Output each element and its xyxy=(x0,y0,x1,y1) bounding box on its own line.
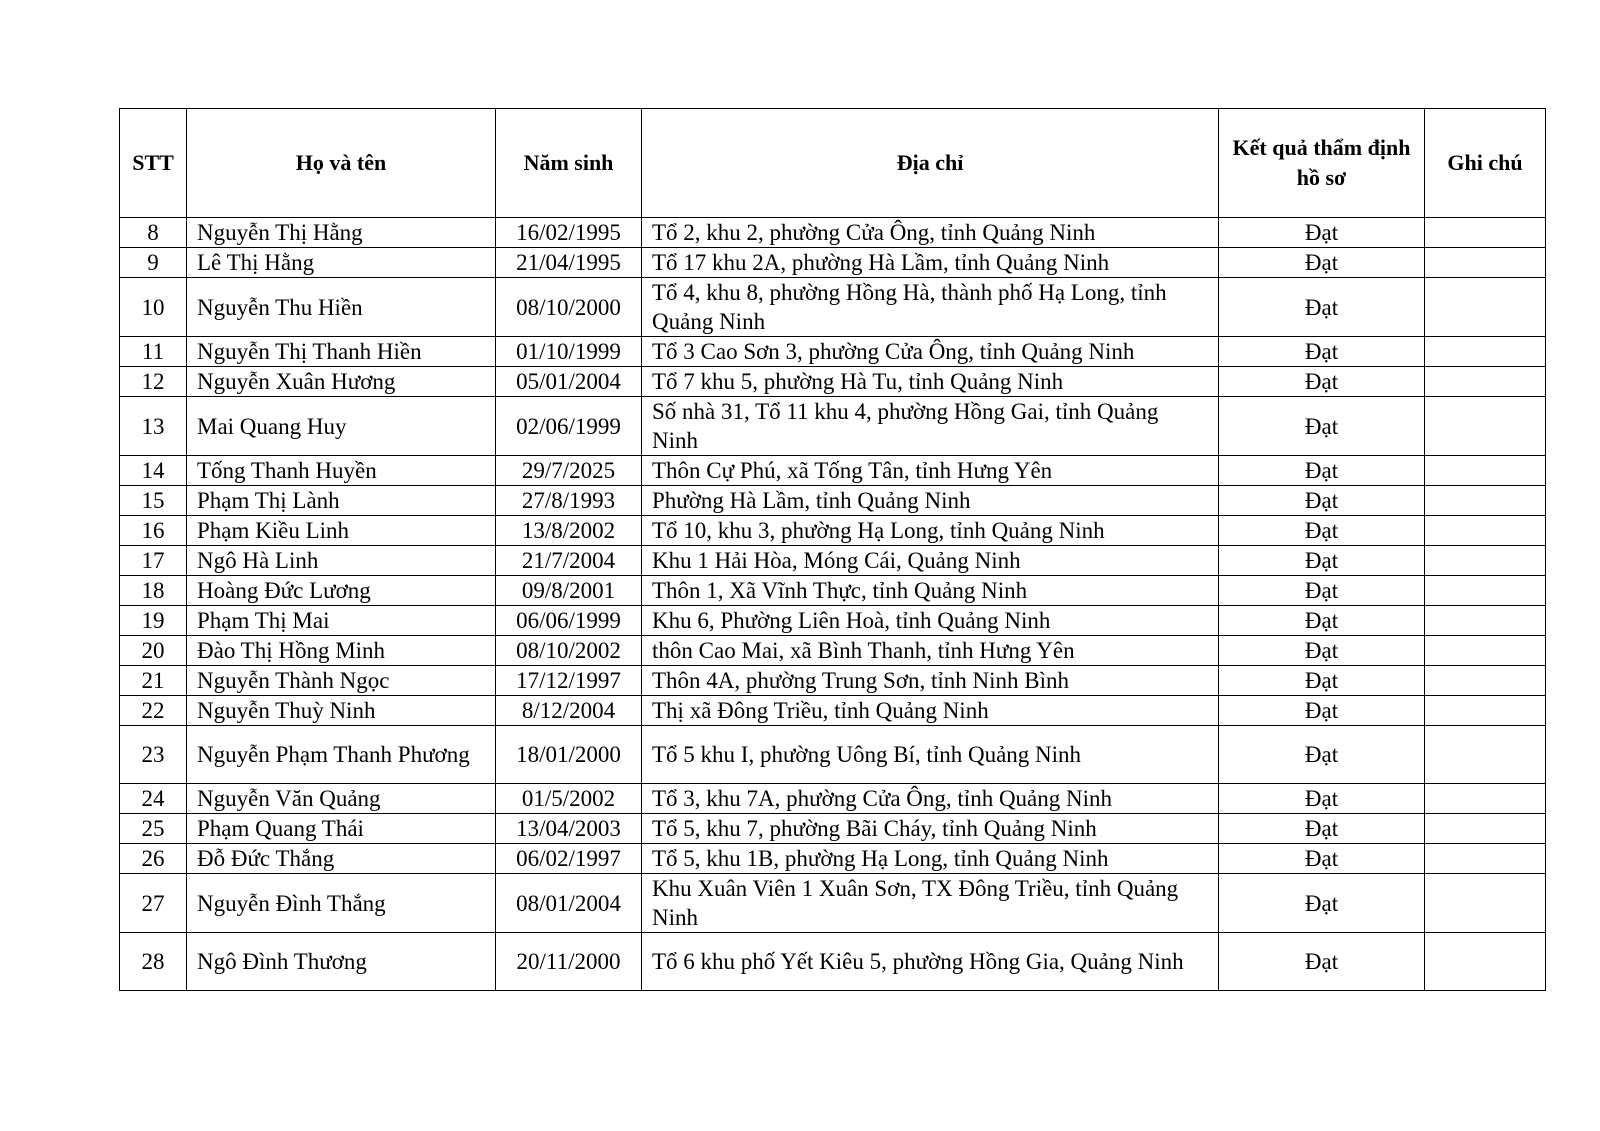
cell-note xyxy=(1425,576,1546,606)
cell-name: Nguyễn Văn Quảng xyxy=(187,784,496,814)
cell-name: Phạm Thị Mai xyxy=(187,606,496,636)
cell-note xyxy=(1425,218,1546,248)
cell-name: Đỗ Đức Thắng xyxy=(187,844,496,874)
cell-stt: 26 xyxy=(120,844,187,874)
table-row xyxy=(120,576,1546,606)
cell-name: Nguyễn Thành Ngọc xyxy=(187,666,496,696)
table-row xyxy=(120,516,1546,546)
cell-dob: 13/04/2003 xyxy=(496,814,642,844)
table-row xyxy=(120,278,1546,337)
cell-address: Tổ 5, khu 1B, phường Hạ Long, tỉnh Quảng Ninh xyxy=(642,844,1219,874)
cell-note xyxy=(1425,278,1546,337)
cell-dob: 18/01/2000 xyxy=(496,726,642,784)
cell-address: Tổ 3 Cao Sơn 3, phường Cửa Ông, tỉnh Quảng Ninh xyxy=(642,337,1219,367)
cell-stt: 11 xyxy=(120,337,187,367)
header-dob: Năm sinh xyxy=(496,109,642,218)
table-row xyxy=(120,814,1546,844)
cell-result: Đạt xyxy=(1219,218,1425,248)
cell-stt: 24 xyxy=(120,784,187,814)
cell-address: Thôn Cự Phú, xã Tống Tân, tỉnh Hưng Yên xyxy=(642,456,1219,486)
cell-name: Nguyễn Đình Thắng xyxy=(187,874,496,933)
cell-address: Tổ 10, khu 3, phường Hạ Long, tỉnh Quảng Ninh xyxy=(642,516,1219,546)
cell-result: Đạt xyxy=(1219,248,1425,278)
table-row xyxy=(120,486,1546,516)
cell-address: Tổ 5 khu I, phường Uông Bí, tỉnh Quảng Ninh xyxy=(642,726,1219,784)
cell-address: Tổ 3, khu 7A, phường Cửa Ông, tỉnh Quảng Ninh xyxy=(642,784,1219,814)
cell-stt: 28 xyxy=(120,933,187,991)
cell-note xyxy=(1425,248,1546,278)
cell-dob: 16/02/1995 xyxy=(496,218,642,248)
cell-dob: 20/11/2000 xyxy=(496,933,642,991)
cell-dob: 21/04/1995 xyxy=(496,248,642,278)
cell-dob: 13/8/2002 xyxy=(496,516,642,546)
table-body xyxy=(120,218,1546,991)
header-name: Họ và tên xyxy=(187,109,496,218)
cell-result: Đạt xyxy=(1219,784,1425,814)
cell-name: Hoàng Đức Lương xyxy=(187,576,496,606)
cell-dob: 01/5/2002 xyxy=(496,784,642,814)
cell-name: Nguyễn Thị Hằng xyxy=(187,218,496,248)
cell-result: Đạt xyxy=(1219,576,1425,606)
cell-name: Ngô Hà Linh xyxy=(187,546,496,576)
cell-result: Đạt xyxy=(1219,666,1425,696)
cell-dob: 05/01/2004 xyxy=(496,367,642,397)
cell-stt: 15 xyxy=(120,486,187,516)
cell-name: Nguyễn Thị Thanh Hiền xyxy=(187,337,496,367)
cell-stt: 27 xyxy=(120,874,187,933)
table-row xyxy=(120,696,1546,726)
cell-dob: 29/7/2025 xyxy=(496,456,642,486)
cell-name: Nguyễn Thu Hiền xyxy=(187,278,496,337)
cell-address: Thị xã Đông Triều, tỉnh Quảng Ninh xyxy=(642,696,1219,726)
cell-address: Thôn 1, Xã Vĩnh Thực, tỉnh Quảng Ninh xyxy=(642,576,1219,606)
cell-result: Đạt xyxy=(1219,636,1425,666)
cell-stt: 14 xyxy=(120,456,187,486)
cell-name: Tống Thanh Huyền xyxy=(187,456,496,486)
cell-result: Đạt xyxy=(1219,844,1425,874)
roster-table xyxy=(119,108,1546,991)
cell-result: Đạt xyxy=(1219,606,1425,636)
cell-name: Lê Thị Hằng xyxy=(187,248,496,278)
cell-dob: 06/06/1999 xyxy=(496,606,642,636)
cell-result: Đạt xyxy=(1219,456,1425,486)
cell-stt: 23 xyxy=(120,726,187,784)
cell-stt: 8 xyxy=(120,218,187,248)
cell-dob: 01/10/1999 xyxy=(496,337,642,367)
cell-note xyxy=(1425,784,1546,814)
cell-name: Phạm Quang Thái xyxy=(187,814,496,844)
table-row xyxy=(120,397,1546,456)
table-row xyxy=(120,874,1546,933)
cell-note xyxy=(1425,367,1546,397)
cell-name: Đào Thị Hồng Minh xyxy=(187,636,496,666)
cell-address: Khu 1 Hải Hòa, Móng Cái, Quảng Ninh xyxy=(642,546,1219,576)
table-row xyxy=(120,218,1546,248)
table-row xyxy=(120,636,1546,666)
cell-note xyxy=(1425,337,1546,367)
cell-note xyxy=(1425,456,1546,486)
cell-dob: 09/8/2001 xyxy=(496,576,642,606)
cell-result: Đạt xyxy=(1219,814,1425,844)
cell-dob: 08/10/2002 xyxy=(496,636,642,666)
table-row xyxy=(120,456,1546,486)
header-result: Kết quả thẩm định hồ sơ xyxy=(1219,109,1425,218)
cell-result: Đạt xyxy=(1219,278,1425,337)
cell-result: Đạt xyxy=(1219,397,1425,456)
cell-address: Khu Xuân Viên 1 Xuân Sơn, TX Đông Triều, tỉnh Quảng Ninh xyxy=(642,874,1219,933)
cell-stt: 12 xyxy=(120,367,187,397)
cell-dob: 08/01/2004 xyxy=(496,874,642,933)
cell-dob: 17/12/1997 xyxy=(496,666,642,696)
cell-note xyxy=(1425,933,1546,991)
cell-address: Tổ 2, khu 2, phường Cửa Ông, tỉnh Quảng Ninh xyxy=(642,218,1219,248)
table-row xyxy=(120,933,1546,991)
cell-stt: 17 xyxy=(120,546,187,576)
cell-stt: 9 xyxy=(120,248,187,278)
cell-result: Đạt xyxy=(1219,546,1425,576)
table-row xyxy=(120,337,1546,367)
cell-note xyxy=(1425,726,1546,784)
cell-address: Thôn 4A, phường Trung Sơn, tỉnh Ninh Bình xyxy=(642,666,1219,696)
cell-name: Phạm Thị Lành xyxy=(187,486,496,516)
cell-stt: 16 xyxy=(120,516,187,546)
cell-result: Đạt xyxy=(1219,726,1425,784)
cell-note xyxy=(1425,486,1546,516)
cell-result: Đạt xyxy=(1219,516,1425,546)
cell-dob: 06/02/1997 xyxy=(496,844,642,874)
table-row xyxy=(120,844,1546,874)
cell-result: Đạt xyxy=(1219,933,1425,991)
cell-note xyxy=(1425,874,1546,933)
cell-address: Số nhà 31, Tổ 11 khu 4, phường Hồng Gai, tỉnh Quảng Ninh xyxy=(642,397,1219,456)
cell-address: Tổ 6 khu phố Yết Kiêu 5, phường Hồng Gia, Quảng Ninh xyxy=(642,933,1219,991)
cell-stt: 13 xyxy=(120,397,187,456)
table-row xyxy=(120,367,1546,397)
table-row xyxy=(120,726,1546,784)
cell-note xyxy=(1425,546,1546,576)
cell-dob: 02/06/1999 xyxy=(496,397,642,456)
cell-address: Tổ 4, khu 8, phường Hồng Hà, thành phố Hạ Long, tỉnh Quảng Ninh xyxy=(642,278,1219,337)
cell-address: Tổ 5, khu 7, phường Bãi Cháy, tỉnh Quảng Ninh xyxy=(642,814,1219,844)
header-address: Địa chỉ xyxy=(642,109,1219,218)
cell-name: Nguyễn Thuỳ Ninh xyxy=(187,696,496,726)
cell-note xyxy=(1425,696,1546,726)
cell-address: Phường Hà Lầm, tỉnh Quảng Ninh xyxy=(642,486,1219,516)
table-row xyxy=(120,606,1546,636)
cell-address: Tổ 17 khu 2A, phường Hà Lầm, tỉnh Quảng Ninh xyxy=(642,248,1219,278)
header-note: Ghi chú xyxy=(1425,109,1546,218)
cell-name: Mai Quang Huy xyxy=(187,397,496,456)
cell-stt: 19 xyxy=(120,606,187,636)
cell-stt: 10 xyxy=(120,278,187,337)
cell-note xyxy=(1425,814,1546,844)
cell-note xyxy=(1425,636,1546,666)
header-stt: STT xyxy=(120,109,187,218)
cell-name: Nguyễn Phạm Thanh Phương xyxy=(187,726,496,784)
cell-stt: 22 xyxy=(120,696,187,726)
cell-result: Đạt xyxy=(1219,486,1425,516)
cell-address: Khu 6, Phường Liên Hoà, tỉnh Quảng Ninh xyxy=(642,606,1219,636)
table-row xyxy=(120,666,1546,696)
cell-result: Đạt xyxy=(1219,367,1425,397)
cell-dob: 08/10/2000 xyxy=(496,278,642,337)
table-row xyxy=(120,248,1546,278)
cell-result: Đạt xyxy=(1219,696,1425,726)
cell-dob: 8/12/2004 xyxy=(496,696,642,726)
table-row xyxy=(120,784,1546,814)
cell-name: Phạm Kiều Linh xyxy=(187,516,496,546)
cell-result: Đạt xyxy=(1219,874,1425,933)
cell-name: Ngô Đình Thương xyxy=(187,933,496,991)
header-row xyxy=(120,109,1546,218)
cell-dob: 21/7/2004 xyxy=(496,546,642,576)
cell-note xyxy=(1425,666,1546,696)
cell-note xyxy=(1425,516,1546,546)
cell-note xyxy=(1425,397,1546,456)
cell-address: Tổ 7 khu 5, phường Hà Tu, tỉnh Quảng Ninh xyxy=(642,367,1219,397)
cell-stt: 21 xyxy=(120,666,187,696)
cell-stt: 25 xyxy=(120,814,187,844)
table-row xyxy=(120,546,1546,576)
cell-dob: 27/8/1993 xyxy=(496,486,642,516)
cell-stt: 20 xyxy=(120,636,187,666)
cell-address: thôn Cao Mai, xã Bình Thanh, tỉnh Hưng Yên xyxy=(642,636,1219,666)
cell-name: Nguyễn Xuân Hương xyxy=(187,367,496,397)
cell-stt: 18 xyxy=(120,576,187,606)
cell-note xyxy=(1425,606,1546,636)
cell-result: Đạt xyxy=(1219,337,1425,367)
cell-note xyxy=(1425,844,1546,874)
